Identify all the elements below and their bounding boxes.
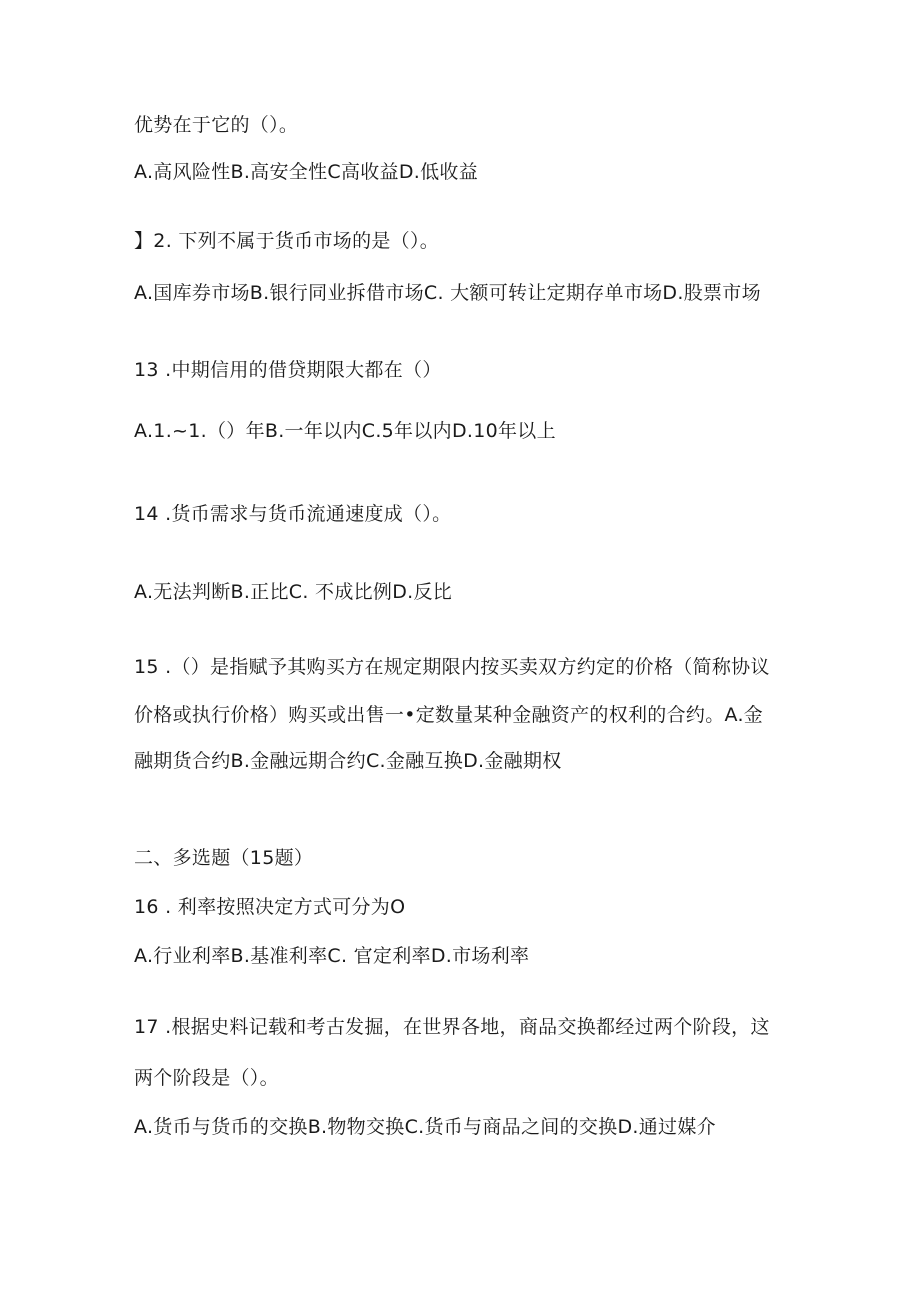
q17-stem-line-2: 两个阶段是（）。: [134, 1067, 279, 1089]
q13-stem: 13 .中期信用的借贷期限大都在（）: [134, 359, 442, 381]
q16-options: A.行业利率B.基准利率C. 官定利率D.市场利率: [134, 945, 530, 967]
q15-stem-line-2: 价格或执行价格）购买或出售一•定数量某种金融资产的权利的合约。A.金: [134, 704, 764, 726]
q15-stem-line-3: 融期货合约B.金融远期合约C.金融互换D.金融期权: [134, 750, 562, 772]
q15-stem-line-1: 15 .（）是指赋予其购买方在规定期限内按买卖双方约定的价格（简称协议: [134, 656, 770, 678]
q17-options: A.货币与货币的交换B.物物交换C.货币与商品之间的交换D.通过媒介: [134, 1116, 716, 1138]
q17-stem-line-1: 17 .根据史料记载和考古发掘，在世界各地，商品交换都经过两个阶段，这: [134, 1016, 770, 1038]
q14-options: A.无法判断B.正比C. 不成比例D.反比: [134, 581, 453, 603]
q13-options: A.1.~1.（）年B.一年以内C.5年以内D.10年以上: [134, 420, 556, 442]
q12-stem: 】2. 下列不属于货币市场的是（）。: [134, 230, 440, 252]
q11-stem-tail: 优势在于它的（）。: [134, 114, 299, 136]
q16-stem: 16 . 利率按照决定方式可分为O: [134, 896, 406, 918]
section-heading-multiple-choice: 二、多选题（15题）: [134, 847, 314, 869]
q12-options: A.国库券市场B.银行同业拆借市场C. 大额可转让定期存单市场D.股票市场: [134, 282, 761, 304]
q14-stem: 14 .货币需求与货币流通速度成（）。: [134, 503, 452, 525]
q11-options: A.高风险性B.高安全性C高收益D.低收益: [134, 161, 479, 183]
